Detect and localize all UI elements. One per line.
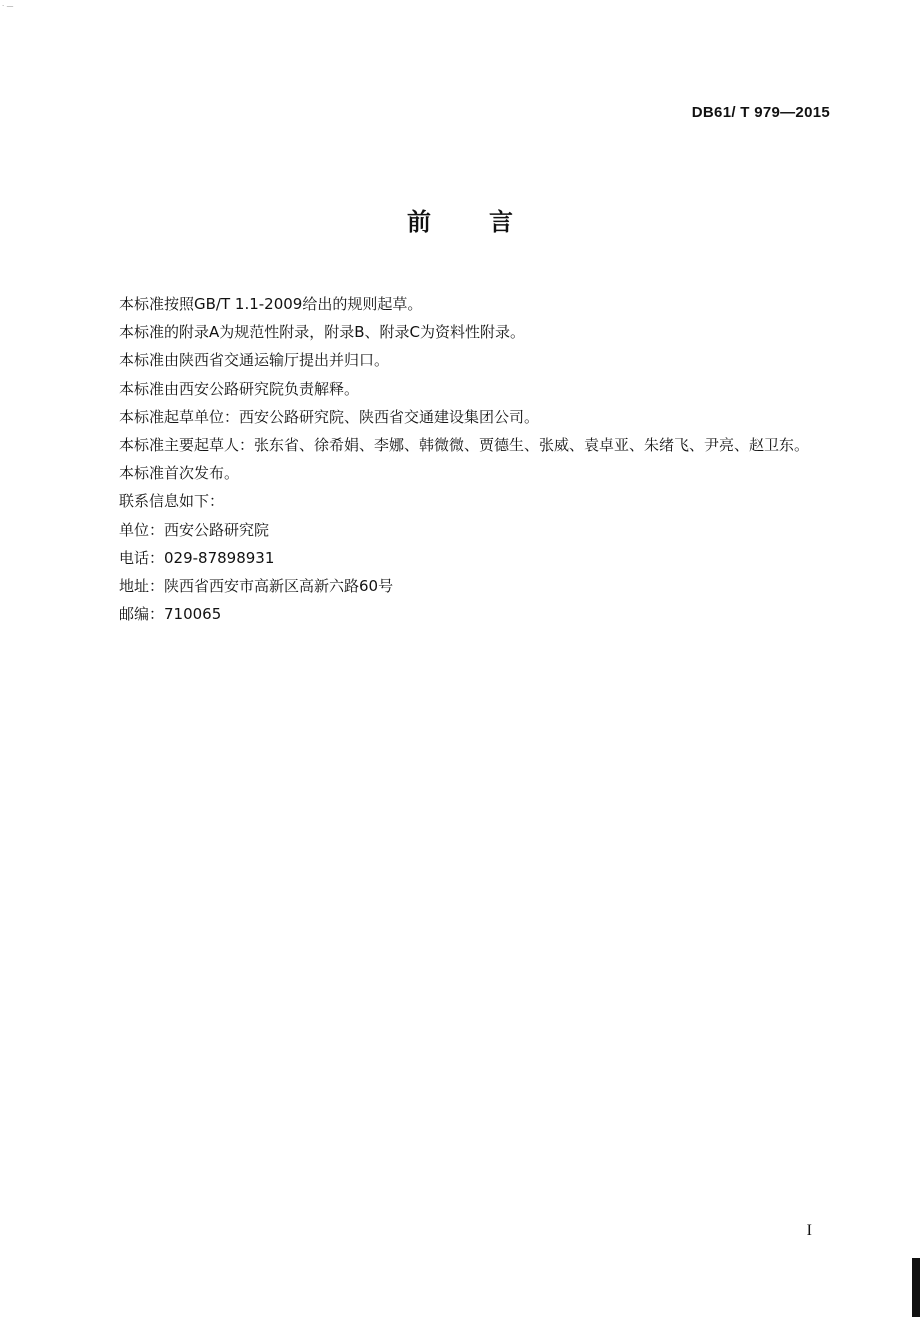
contact-address: 地址：陕西省西安市高新区高新六路60号: [119, 577, 394, 596]
paragraph-drafting-units: 本标准起草单位：西安公路研究院、陕西省交通建设集团公司。: [119, 407, 540, 426]
paragraph-appendix: 本标准的附录A为规范性附录，附录B、附录C为资料性附录。: [119, 323, 526, 342]
contact-unit: 单位：西安公路研究院: [119, 520, 270, 539]
paragraph-drafters: 本标准主要起草人：张东省、徐希娟、李娜、韩微微、贾德生、张威、袁卓亚、朱绪飞、尹亮、赵卫东。: [119, 436, 810, 455]
page-title: 前言: [407, 208, 571, 236]
paragraph-interpreter: 本标准由西安公路研究院负责解释。: [119, 379, 360, 398]
contact-postcode: 邮编：710065: [119, 605, 222, 624]
paragraph-first-release: 本标准首次发布。: [119, 464, 240, 483]
foreword-body: [88, 290, 833, 628]
paragraph-contact-intro: 联系信息如下：: [119, 492, 225, 511]
page-number: I: [806, 1222, 812, 1239]
document-code: DB61/ T 979—2015: [691, 104, 830, 121]
paragraph-drafting-rules: 本标准按照GB/T 1.1-2009给出的规则起草。: [119, 295, 423, 313]
paragraph-proposer: 本标准由陕西省交通运输厅提出并归口。: [119, 351, 390, 370]
scan-edge-bar: [912, 1258, 920, 1317]
scan-corner-mark: · —: [2, 2, 14, 10]
contact-phone: 电话：029-87898931: [119, 548, 275, 567]
